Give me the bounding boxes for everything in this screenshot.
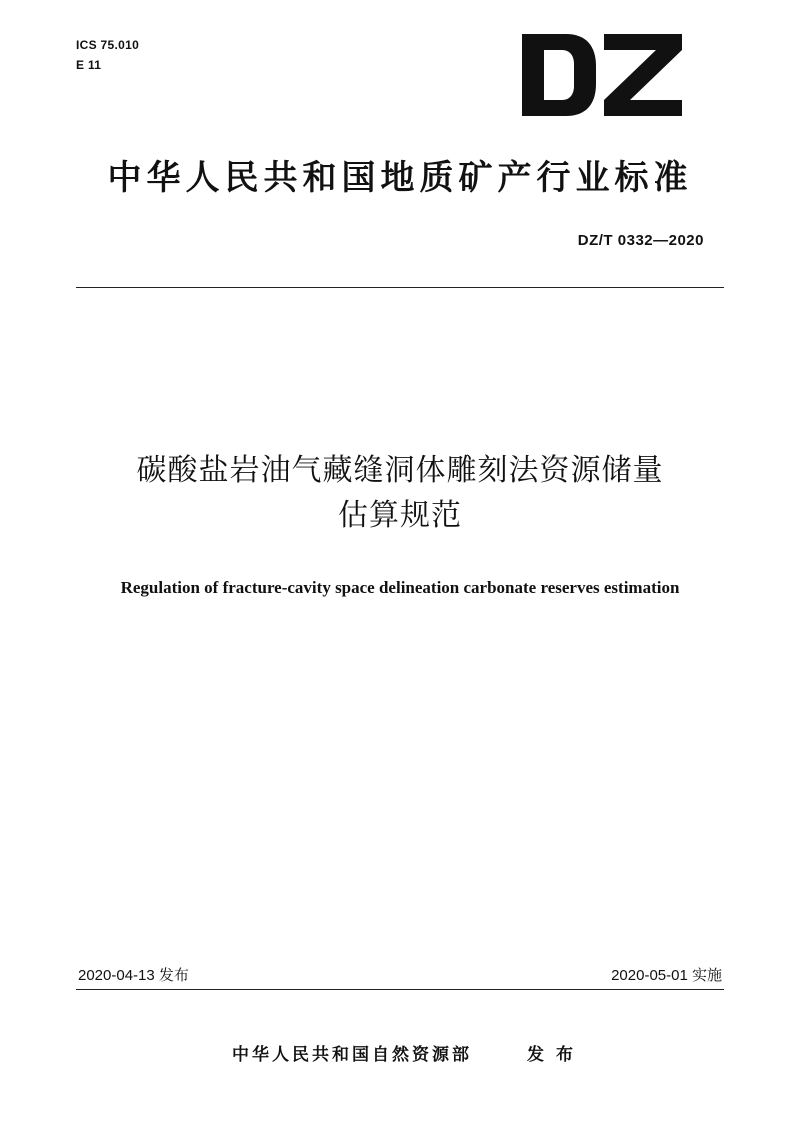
org-title: 中华人民共和国地质矿产行业标准 <box>107 158 693 198</box>
dz-logo <box>522 34 682 116</box>
bottom-divider <box>76 989 724 990</box>
ics-code: ICS 75.010 <box>76 38 140 52</box>
top-divider <box>76 287 724 288</box>
publisher: 中华人民共和国自然资源部 <box>232 1045 472 1065</box>
implementation-date: 2020-05-01 实施 <box>611 967 722 984</box>
ccs-code: E 11 <box>76 58 102 72</box>
standard-number: DZ/T 0332—2020 <box>577 232 704 249</box>
publish-label: 发布 <box>527 1045 585 1065</box>
title-cn-line2: 估算规范 <box>338 498 462 533</box>
title-en: Regulation of fracture-cavity space delineation carbonate reserves estimation <box>120 578 680 597</box>
issue-date: 2020-04-13 发布 <box>78 967 189 984</box>
title-cn-line1: 碳酸盐岩油气藏缝洞体雕刻法资源储量 <box>136 453 664 488</box>
